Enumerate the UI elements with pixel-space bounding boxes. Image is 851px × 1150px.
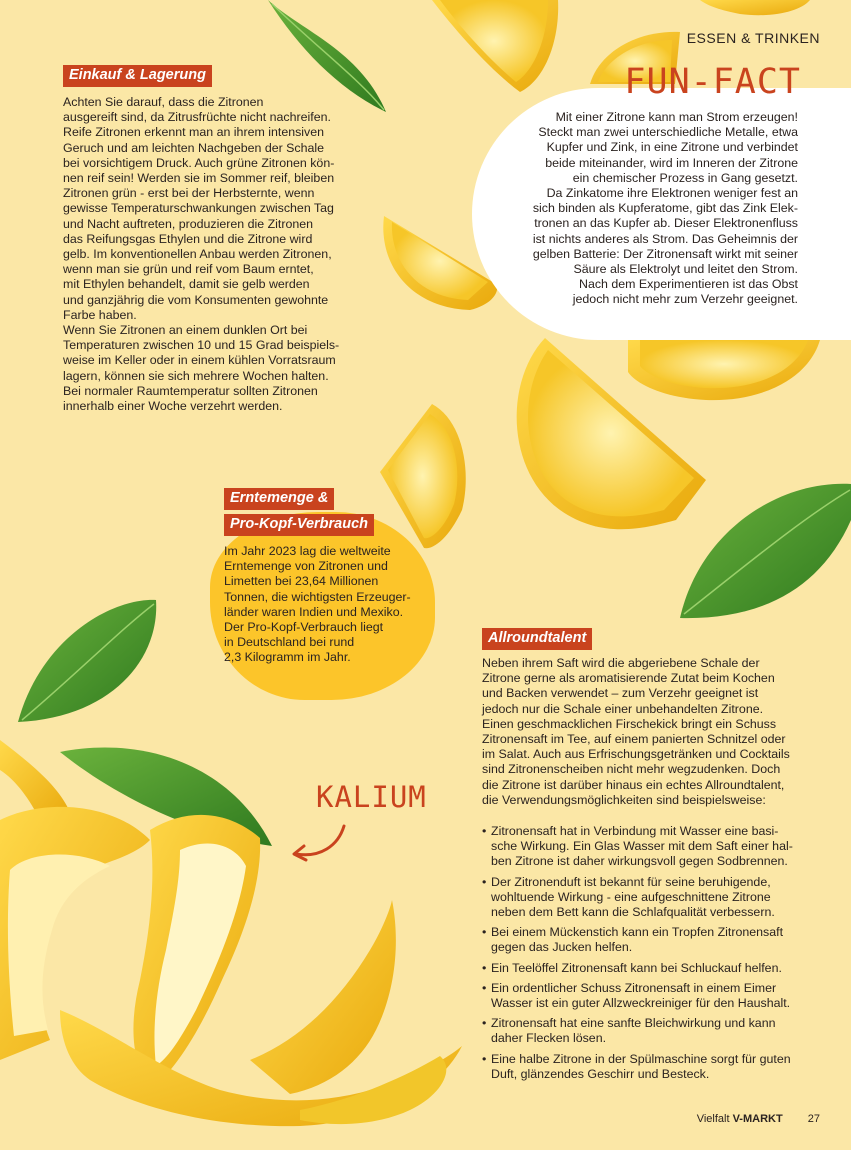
einkauf-line: Temperaturen zwischen 10 und 15 Grad beispiels-	[63, 338, 340, 353]
allround-line: Zitrone gerne als aromatisierende Zutat beim Kochen	[482, 671, 775, 686]
allround-line: Einen geschmacklichen Firschekick bringt ein Schuss	[482, 716, 777, 731]
einkauf-line: mit Ethylen behandelt, damit sie gelb werden	[63, 277, 310, 292]
einkauf-line: ausgereift sind, da Zitrusfrüchte nicht nachreifen.	[63, 110, 331, 125]
allround-label: Allroundtalent	[482, 628, 592, 650]
einkauf-line: Wenn Sie Zitronen an einem dunklen Ort bei	[63, 323, 308, 338]
ernte-line: Erntemenge von Zitronen und	[224, 559, 388, 574]
list-item: • Eine halbe Zitrone in der Spülmaschine sorgt für guten Duft, glänzendes Geschirr und Besteck.	[482, 1052, 827, 1082]
list-item: • Ein Teelöffel Zitronensaft kann bei Schluckauf helfen.	[482, 961, 827, 976]
kalium-label: KALIUM	[316, 780, 427, 814]
allround-intro	[482, 656, 822, 808]
einkauf-line: und Nacht auftreten, produzieren die Zitronen	[63, 216, 314, 231]
einkauf-line: bei vorsichtigem Druck. Auch grüne Zitronen kön-	[63, 155, 335, 170]
allround-line: jedoch nur die Schale einer unbehandelten Zitrone.	[482, 701, 764, 716]
einkauf-line: wenn man sie grün und reif vom Baum erntet,	[63, 262, 314, 277]
allround-line: die Zitrone ist darüber hinaus ein echtes Allroundtalent,	[482, 777, 785, 792]
ernte-line: in Deutschland bei rund	[224, 635, 355, 650]
page-number: 27	[807, 1113, 820, 1125]
ernte-line: länder waren Indien und Mexiko.	[224, 604, 404, 619]
ernte-label-2: Pro-Kopf-Verbrauch	[224, 514, 374, 536]
fun-fact-line: Steckt man zwei unterschiedliche Metalle, etwa	[538, 125, 798, 140]
fun-fact-line: Kupfer und Zink, in eine Zitrone und verbindet	[546, 140, 798, 155]
fun-fact-line: sich binden als Kupferatome, gibt das Zink Elek-	[532, 201, 798, 216]
einkauf-text	[63, 95, 373, 414]
footer-brand: V-MARKT	[732, 1113, 783, 1125]
einkauf-line: Farbe haben.	[63, 307, 137, 322]
allround-section	[482, 628, 592, 650]
kalium-arrow	[296, 826, 344, 855]
fun-fact-line: Da Zinkatome ihre Elektronen weniger fest an	[546, 186, 798, 201]
einkauf-line: Bei normaler Raumtemperatur sollten Zitronen	[63, 383, 318, 398]
einkauf-section	[63, 65, 212, 87]
footer	[697, 1113, 820, 1125]
lemon-wedge-top	[432, 0, 558, 92]
ernte-text	[224, 544, 434, 666]
fun-fact-line: Mit einer Zitrone kann man Strom erzeugen!	[555, 110, 798, 124]
lemon-wedge-small	[380, 404, 466, 548]
ernte-line: Limetten bei 23,64 Millionen	[224, 574, 379, 589]
allround-line: und Backen verwendet – zum Verzehr geeignet ist	[482, 686, 759, 701]
footer-magazine: Vielfalt	[696, 1113, 730, 1125]
einkauf-line: lagern, können sie sich mehrere Wochen halten.	[63, 368, 329, 383]
einkauf-label: Einkauf & Lagerung	[63, 65, 212, 87]
fun-fact-line: Nach dem Experimentieren ist das Obst	[579, 277, 798, 292]
list-item: • Der Zitronenduft ist bekannt für seine beruhigende, wohltuende Wirkung - eine aufgeschnittene Zitrone neben dem Bett kann die Schlafqualität verbessern.	[482, 875, 827, 921]
ernte-line: Tonnen, die wichtigsten Erzeuger-	[224, 589, 411, 604]
list-item: • Bei einem Mückenstich kann ein Tropfen Zitronensaft gegen das Jucken helfen.	[482, 925, 827, 955]
allround-bullets	[482, 824, 827, 1087]
leaf-right	[680, 484, 851, 618]
fun-fact-line: ein chemischer Prozess in Gang gesetzt.	[572, 170, 798, 185]
einkauf-line: Geruch und am leichten Nachgeben der Schale	[63, 140, 325, 155]
einkauf-line: weise im Keller oder in einem kühlen Vorratsraum	[63, 353, 336, 368]
list-item: • Zitronensaft hat in Verbindung mit Wasser eine basi- sche Wirkung. Ein Glas Wasser mit dem Saft einer hal- ben Zitrone ist daher wirkungsvoll gegen Sodbrennen.	[482, 824, 827, 870]
fun-fact-title: FUN-FACT	[624, 62, 801, 102]
lemon-rim-top-corner	[700, 0, 810, 15]
list-item: • Ein ordentlicher Schuss Zitronensaft in einem Eimer Wasser ist ein guter Allzweckreiniger für den Haushalt.	[482, 981, 827, 1011]
einkauf-line: das Reifungsgas Ethylen und die Zitrone wird	[63, 231, 313, 246]
lemon-wedge-right	[628, 340, 820, 400]
fun-fact-line: gelben Batterie: Der Zitronensaft wirkt mit seiner	[532, 246, 798, 261]
einkauf-line: innerhalb einer Woche verzehrt werden.	[63, 399, 283, 414]
ernte-line: Der Pro-Kopf-Verbrauch liegt	[224, 620, 384, 635]
einkauf-line: gelb. Im konventionellen Anbau werden Zitronen,	[63, 247, 332, 262]
fun-fact-line: ist nichts anderes als Strom. Das Geheimnis der	[532, 231, 798, 246]
section-tag: ESSEN & TRINKEN	[686, 30, 820, 46]
einkauf-line: und ganzjährig die vom Konsumenten gewohnte	[63, 292, 329, 307]
list-item: • Zitronensaft hat eine sanfte Bleichwirkung und kann daher Flecken lösen.	[482, 1016, 827, 1046]
allround-line: Zitronensaft im Tee, auf einem panierten Schnitzel oder	[482, 732, 786, 747]
ernte-line: 2,3 Kilogramm im Jahr.	[224, 650, 351, 665]
allround-line: die Verwendungsmöglichkeiten sind beispielsweise:	[482, 792, 766, 807]
allround-line: sind Zitronenscheiben nicht mehr wegzudenken. Doch	[482, 762, 781, 777]
fun-fact-text	[468, 110, 798, 308]
einkauf-line: Achten Sie darauf, dass die Zitronen	[63, 95, 264, 109]
ernte-line: Im Jahr 2023 lag die weltweite	[224, 544, 391, 558]
fun-fact-line: jedoch nicht mehr zum Verzehr geeignet.	[572, 292, 798, 307]
ernte-label-1: Erntemenge &	[224, 488, 334, 510]
einkauf-line: Zitronen grün - erst bei der Herbsternte, wenn	[63, 186, 315, 201]
einkauf-line: Reife Zitronen erkennt man an ihrem intensiven	[63, 125, 325, 140]
fun-fact-line: beide miteinander, wird im Inneren der Zitrone	[545, 155, 798, 170]
allround-line: im Salat. Auch aus Erfrischungsgetränken und Cocktails	[482, 747, 790, 762]
fun-fact-line: tronen an das Kupfer ab. Dieser Elektronenfluss	[534, 216, 798, 231]
einkauf-line: gewisse Temperaturschwankungen zwischen Tag	[63, 201, 334, 216]
allround-line: Neben ihrem Saft wird die abgeriebene Schale der	[482, 656, 760, 670]
einkauf-line: nen reif sein! Werden sie im Sommer reif, bleiben	[63, 171, 335, 186]
fun-fact-line: Säure als Elektrolyt und leitet den Strom.	[573, 262, 798, 277]
